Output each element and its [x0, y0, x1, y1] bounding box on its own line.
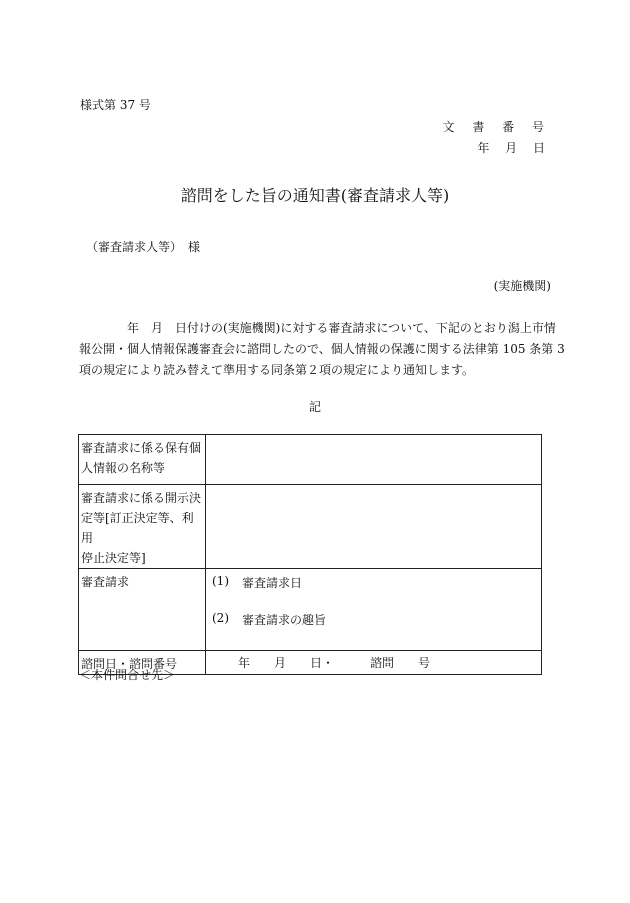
number-suffix: 号: [418, 656, 431, 670]
table-row: [79, 435, 542, 485]
row-label-disclosure-decision: [79, 485, 206, 569]
month-label: 月: [274, 656, 287, 670]
referral-date-number: [212, 654, 535, 671]
recipient-line: （審査請求人等） 様: [86, 240, 201, 254]
row-label-request: [79, 569, 206, 651]
year-label: 年: [238, 656, 251, 670]
ki-heading: 記: [308, 400, 321, 414]
label-line: 審査請求に係る保有個: [81, 441, 202, 455]
request-purpose-item: [212, 611, 535, 628]
day-label: 日・: [310, 656, 335, 670]
label-line: 停止決定等]: [81, 551, 146, 565]
field-referral[interactable]: [206, 651, 542, 675]
notice-body: [79, 318, 565, 381]
item-text: 審査請求日: [242, 576, 303, 590]
label-line: 審査請求に係る開示決: [81, 491, 202, 505]
item-number: (1): [212, 574, 229, 588]
label-line: 諮問日・諮問番号: [81, 657, 178, 671]
page-title: 諮問をした旨の通知書(審査請求人等): [180, 186, 450, 205]
label-line: 審査請求: [81, 575, 130, 589]
inquiry-contact-label: ＜本件問合せ先＞: [79, 668, 176, 682]
table-row: [79, 569, 542, 651]
item-text: 審査請求の趣旨: [242, 613, 327, 627]
label-line: 定等[訂正決定等、利用: [81, 511, 194, 545]
row-label-held-info: [79, 435, 206, 485]
body-line-1: 年 月 日付けの(実施機関)に対する審査請求について、下記のとおり潟上市情: [127, 321, 556, 335]
request-date-item: [212, 574, 535, 591]
field-disclosure-decision[interactable]: [206, 485, 542, 569]
document-number-label: 文 書 番 号: [442, 120, 551, 134]
notice-details-table: [78, 434, 542, 675]
issue-date-label: 年 月 日: [477, 141, 551, 155]
referral-label: 諮問: [370, 656, 395, 670]
label-line: 人情報の名称等: [81, 461, 166, 475]
body-line-3: 項の規定により読み替えて準用する同条第２項の規定により通知します。: [79, 363, 475, 377]
field-request[interactable]: [206, 569, 542, 651]
item-number: (2): [212, 611, 229, 625]
table-row: [79, 485, 542, 569]
body-line-2: 報公開・個人情報保護審査会に諮問したので、個人情報の保護に関する法律第 105 条第 3: [79, 342, 565, 356]
issuer-organization: (実施機関): [493, 279, 551, 293]
field-held-info[interactable]: [206, 435, 542, 485]
form-number: 様式第 37 号: [80, 98, 151, 112]
